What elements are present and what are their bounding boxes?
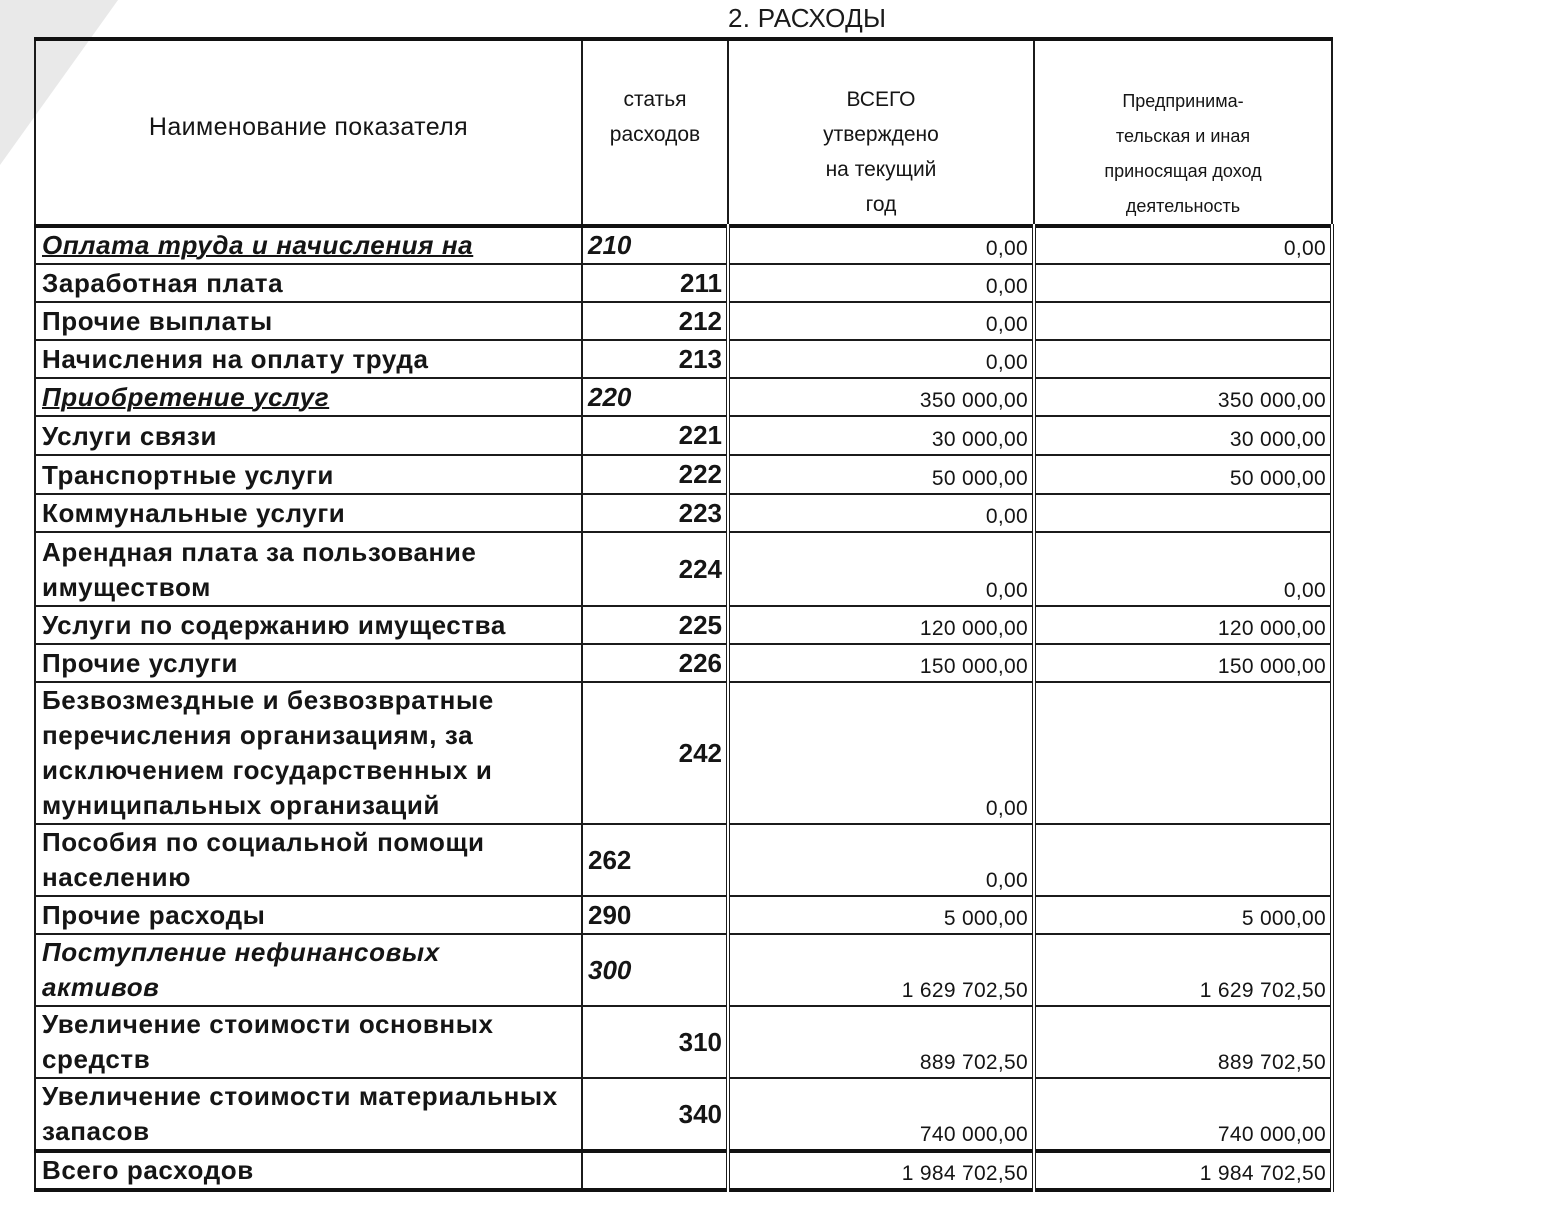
- row-name-line: Увеличение стоимости основных: [42, 1009, 494, 1039]
- row-business: 5 000,00: [1034, 896, 1332, 934]
- row-name: Коммунальные услуги: [35, 494, 582, 532]
- row-code: 220: [582, 378, 728, 416]
- row-business: 740 000,00: [1034, 1078, 1332, 1151]
- row-code: 262: [582, 824, 728, 896]
- table-row: [35, 416, 1332, 455]
- row-code: 223: [582, 494, 728, 532]
- header-business-line: Предпринима-: [1122, 91, 1244, 111]
- row-name: [35, 1078, 582, 1151]
- row-total: 0,00: [728, 302, 1034, 340]
- row-name-line: Поступление нефинансовых: [42, 937, 440, 967]
- row-total: 0,00: [728, 494, 1034, 532]
- table-row: [35, 226, 1332, 264]
- table-row: [35, 340, 1332, 378]
- table-row: [35, 606, 1332, 644]
- row-total: 0,00: [728, 532, 1034, 606]
- row-name-line: муниципальных организаций: [42, 790, 440, 820]
- total-code: [582, 1151, 728, 1190]
- row-code: 213: [582, 340, 728, 378]
- row-business: 889 702,50: [1034, 1006, 1332, 1078]
- row-total: 740 000,00: [728, 1078, 1034, 1151]
- row-business: 0,00: [1034, 226, 1332, 264]
- row-name: [35, 682, 582, 824]
- row-total: 0,00: [728, 264, 1034, 302]
- row-name: Заработная плата: [35, 264, 582, 302]
- total-row: [35, 1151, 1332, 1190]
- table-row: [35, 494, 1332, 532]
- row-total: 150 000,00: [728, 644, 1034, 682]
- row-code: 224: [582, 532, 728, 606]
- header-business-line: тельская и иная: [1115, 126, 1251, 146]
- header-total-line: год: [865, 193, 897, 216]
- row-total: 1 629 702,50: [728, 934, 1034, 1006]
- row-code: 242: [582, 682, 728, 824]
- row-business: 120 000,00: [1034, 606, 1332, 644]
- table-header-row: [35, 39, 1332, 226]
- row-code: 222: [582, 455, 728, 494]
- table-row: [35, 532, 1332, 606]
- page-title: 2. РАСХОДЫ: [728, 3, 887, 33]
- table-row: [35, 934, 1332, 1006]
- header-article-line: расходов: [609, 123, 701, 146]
- table-row: [35, 824, 1332, 896]
- row-total: 0,00: [728, 824, 1034, 896]
- row-name-line: Арендная плата за пользование: [42, 537, 477, 567]
- header-total-line: на текущий: [825, 158, 937, 181]
- table-row: [35, 264, 1332, 302]
- row-code: 340: [582, 1078, 728, 1151]
- row-total: 30 000,00: [728, 416, 1034, 455]
- row-name: Транспортные услуги: [35, 455, 582, 494]
- row-code: 290: [582, 896, 728, 934]
- total-business: 1 984 702,50: [1034, 1151, 1332, 1190]
- row-business: 30 000,00: [1034, 416, 1332, 455]
- row-code: 226: [582, 644, 728, 682]
- row-code: 310: [582, 1006, 728, 1078]
- row-code: 210: [582, 226, 728, 264]
- row-total: 5 000,00: [728, 896, 1034, 934]
- row-business: 50 000,00: [1034, 455, 1332, 494]
- row-total: 0,00: [728, 340, 1034, 378]
- row-business: 0,00: [1034, 532, 1332, 606]
- row-total: 889 702,50: [728, 1006, 1034, 1078]
- header-business-line: деятельность: [1125, 196, 1241, 216]
- row-business: [1034, 824, 1332, 896]
- row-name: Прочие услуги: [35, 644, 582, 682]
- table-row: [35, 1006, 1332, 1078]
- row-name-line: исключением государственных и: [42, 755, 493, 785]
- row-total: 0,00: [728, 682, 1034, 824]
- row-name-line: населению: [42, 862, 192, 892]
- total-label: Всего расходов: [35, 1151, 582, 1190]
- row-name-line: имуществом: [42, 572, 211, 602]
- row-name-line: запасов: [42, 1116, 150, 1146]
- row-code: 225: [582, 606, 728, 644]
- table-row: [35, 1078, 1332, 1151]
- row-name-line: средств: [42, 1044, 151, 1074]
- header-business-line: приносящая доход: [1104, 161, 1262, 181]
- row-name: [35, 934, 582, 1006]
- row-business: [1034, 302, 1332, 340]
- row-business: [1034, 682, 1332, 824]
- row-name-line: Пособия по социальной помощи: [42, 827, 485, 857]
- row-name: Услуги по содержанию имущества: [35, 606, 582, 644]
- row-name: Прочие выплаты: [35, 302, 582, 340]
- row-business: 150 000,00: [1034, 644, 1332, 682]
- table-row: [35, 896, 1332, 934]
- table-row: [35, 455, 1332, 494]
- row-total: 350 000,00: [728, 378, 1034, 416]
- row-code: 211: [582, 264, 728, 302]
- row-code: 300: [582, 934, 728, 1006]
- table-row: [35, 682, 1332, 824]
- row-name: Прочие расходы: [35, 896, 582, 934]
- row-business: [1034, 264, 1332, 302]
- row-name: Оплата труда и начисления на: [35, 226, 582, 264]
- row-total: 50 000,00: [728, 455, 1034, 494]
- header-total-line: утверждено: [823, 123, 939, 146]
- row-name: Приобретение услуг: [35, 378, 582, 416]
- expenses-table: [34, 37, 1334, 1192]
- table-row: [35, 644, 1332, 682]
- header-business-activity: [1034, 39, 1332, 226]
- row-name-line: перечисления организациям, за: [42, 720, 474, 750]
- row-business: [1034, 340, 1332, 378]
- row-name-line: Безвозмездные и безвозвратные: [42, 685, 494, 715]
- table-row: [35, 302, 1332, 340]
- row-code: 212: [582, 302, 728, 340]
- header-article: [582, 39, 728, 226]
- row-total: 0,00: [728, 226, 1034, 264]
- row-name-line: Увеличение стоимости материальных: [42, 1081, 558, 1111]
- total-sum: 1 984 702,50: [728, 1151, 1034, 1190]
- row-business: 350 000,00: [1034, 378, 1332, 416]
- row-code: 221: [582, 416, 728, 455]
- header-total-approved: [728, 39, 1034, 226]
- row-business: 1 629 702,50: [1034, 934, 1332, 1006]
- row-name: Начисления на оплату труда: [35, 340, 582, 378]
- table-row: [35, 378, 1332, 416]
- row-name-line: активов: [42, 972, 160, 1002]
- row-name: Услуги связи: [35, 416, 582, 455]
- header-total-line: ВСЕГО: [846, 88, 916, 111]
- header-article-line: статья: [623, 88, 687, 111]
- row-business: [1034, 494, 1332, 532]
- row-name: [35, 824, 582, 896]
- row-total: 120 000,00: [728, 606, 1034, 644]
- row-name: [35, 1006, 582, 1078]
- header-indicator-name: Наименование показателя: [35, 39, 582, 226]
- row-name: [35, 532, 582, 606]
